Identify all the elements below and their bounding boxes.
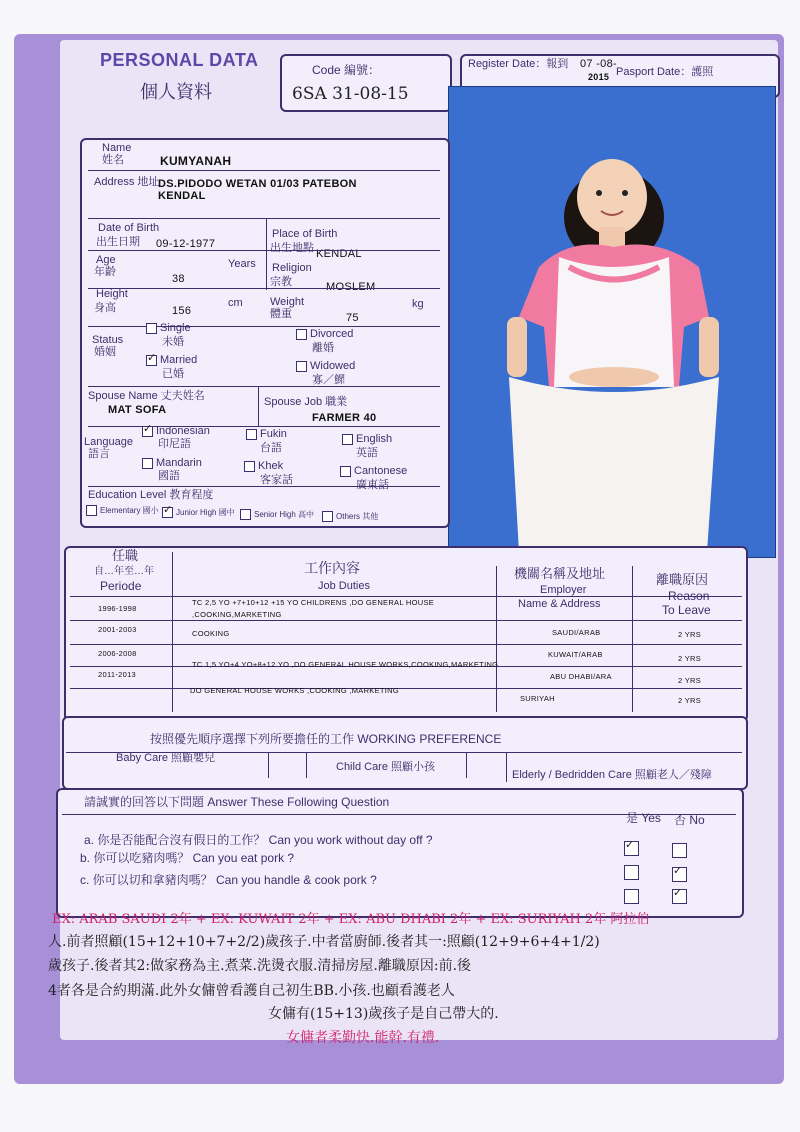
divider	[88, 386, 440, 387]
passport-label: Pasport Date：護照	[616, 66, 714, 78]
note-line-6: 女傭者柔勤快.能幹.有禮.	[286, 1030, 440, 1046]
status-single-cn: 未婚	[162, 336, 184, 348]
note-line-3: 歲孩子.後者其2:做家務為主.煮菜.洗燙衣服.清掃房屋.離職原因:前.後	[48, 958, 472, 974]
work-reason-4: 2 YRS	[678, 676, 702, 685]
indonesian-checkbox[interactable]	[142, 426, 153, 437]
lang-khek-cn: 客家話	[260, 474, 293, 486]
work-period-2: 2001-2003	[98, 625, 137, 634]
fukin-checkbox[interactable]	[246, 429, 257, 440]
work-employer-4: ABU DHABI/ARA	[550, 672, 612, 681]
senior-checkbox[interactable]	[240, 509, 251, 520]
question-a-no[interactable]	[672, 842, 690, 860]
edu-junior[interactable]: ✓ Junior High 國中	[162, 507, 235, 519]
work-employer-5: SURIYAH	[520, 694, 555, 703]
age-unit: Years	[228, 258, 256, 270]
answer-yes-label: 是 Yes	[626, 811, 661, 825]
divorced-checkbox[interactable]	[296, 329, 307, 340]
spouse-name-label: Spouse Name 丈夫姓名	[88, 390, 205, 402]
pob-label: Place of Birth	[272, 228, 338, 240]
question-c-yes[interactable]	[624, 888, 642, 906]
pref-child-care: Child Care 照顧小孩	[336, 761, 436, 773]
qa-no-checkbox[interactable]	[672, 843, 687, 858]
spouse-job-value: FARMER 40	[312, 412, 377, 424]
religion-label-cn: 宗教	[270, 276, 292, 288]
work-period-3: 2006-2008	[98, 649, 137, 658]
reason-label2: To Leave	[662, 603, 711, 617]
divider	[88, 326, 440, 327]
employer-label2: Name & Address	[518, 598, 601, 610]
height-value: 156	[172, 305, 192, 317]
edu-elementary[interactable]: Elementary 國小	[86, 505, 159, 517]
question-b-yes[interactable]	[624, 864, 642, 882]
qa-yes-checkbox[interactable]	[624, 841, 639, 856]
status-widowed-cn: 寡／鰥	[312, 374, 345, 386]
lang-english-cn: 英語	[356, 447, 378, 459]
status-label: Status	[92, 334, 124, 346]
age-label: Age	[96, 254, 116, 266]
register-value: 07 -08-	[580, 58, 617, 70]
single-checkbox[interactable]	[146, 323, 157, 334]
pref-elderly-care: Elderly / Bedridden Care 照顧老人／殘障	[512, 769, 712, 781]
lang-indonesian-cn: 印尼語	[158, 438, 191, 450]
work-duty-2: COOKING	[192, 629, 230, 638]
mandarin-checkbox[interactable]	[142, 458, 153, 469]
address-line1: DS.PIDODO WETAN 01/03 PATEBON	[158, 178, 357, 190]
lang-fukin[interactable]: Fukin	[246, 428, 287, 440]
questions-title: 請誠實的回答以下問題 Answer These Following Question	[84, 795, 390, 809]
lang-mandarin[interactable]: Mandarin	[142, 457, 202, 469]
work-employer-2: SAUDI/ARAB	[552, 628, 601, 637]
dob-label-cn: 出生日期	[96, 236, 140, 248]
divider	[70, 688, 742, 689]
register-year: 2015	[588, 72, 610, 82]
work-reason-3: 2 YRS	[678, 654, 702, 663]
status-married-cn: 已婚	[162, 368, 184, 380]
work-reason-2: 2 YRS	[678, 630, 702, 639]
form-title-cn: 個人資料	[140, 82, 212, 103]
question-a-yes[interactable]	[624, 840, 642, 858]
answer-no-label: 否 No	[674, 813, 705, 827]
others-checkbox[interactable]	[322, 511, 333, 522]
status-divorced-cn: 離婚	[312, 342, 334, 354]
lang-mandarin-cn: 國語	[158, 470, 180, 482]
spouse-job-label: Spouse Job 職業	[264, 396, 348, 408]
work-duty-4: DO GENERAL HOUSE WORKS ,COOKING ,MARKETING	[190, 686, 400, 695]
divider	[88, 170, 440, 171]
divider	[70, 644, 742, 645]
question-c-no[interactable]	[672, 888, 690, 906]
name-label-cn: 姓名	[102, 154, 124, 166]
lang-cantonese-cn: 廣東話	[356, 479, 389, 491]
lang-cantonese[interactable]: Cantonese	[340, 465, 407, 477]
period-label-cn: 任職	[112, 548, 139, 563]
language-label: Language	[84, 436, 133, 448]
religion-label: Religion	[272, 262, 312, 274]
qc-no-checkbox[interactable]	[672, 889, 687, 904]
divider	[70, 620, 742, 621]
weight-label-cn: 體重	[270, 308, 292, 320]
divider	[88, 426, 440, 427]
note-line-2: 人.前者照顧(15+12+10+7+2/2)歲孩子.中者當廚師.後者其一:照顧(12+9+6+4+1/2)	[48, 934, 600, 950]
preference-title: 按照優先順序選擇下列所要擔任的工作 WORKING PREFERENCE	[150, 732, 502, 746]
edu-others[interactable]: Others 其他	[322, 511, 378, 523]
qb-no-checkbox[interactable]	[672, 867, 687, 882]
divider	[88, 288, 440, 289]
employer-label: Employer	[540, 584, 587, 596]
pob-label-cn: 出生地點	[270, 242, 314, 254]
divider	[266, 218, 267, 290]
divider	[306, 752, 307, 778]
qc-yes-checkbox[interactable]	[624, 889, 639, 904]
education-label: Education Level 教育程度	[88, 489, 214, 501]
reason-label: Reason	[668, 589, 710, 603]
name-label: Name	[102, 142, 132, 154]
edu-senior[interactable]: Senior High 高中	[240, 509, 314, 521]
address-label: Address 地址	[94, 176, 160, 188]
lang-indonesian[interactable]: ✓Indonesian	[142, 425, 210, 437]
pob-value: KENDAL	[316, 248, 362, 260]
status-single[interactable]: Single	[146, 322, 191, 334]
reason-label-cn: 離職原因	[656, 572, 709, 587]
widowed-checkbox[interactable]	[296, 361, 307, 372]
note-line-5: 女傭有(15+13)歲孩子是自己帶大的.	[268, 1006, 499, 1022]
work-duty-3: TC 1,5 YO+4 YO+8+12 YO ,DO GENERAL HOUSE WORKS,COOKING,MARKETING	[192, 660, 499, 669]
question-b-no[interactable]	[672, 866, 690, 884]
divider	[258, 386, 259, 426]
divider	[88, 218, 440, 219]
question-b: b. 你可以吃豬肉嗎？ Can you eat pork ?	[80, 851, 295, 865]
age-label-cn: 年齡	[94, 266, 116, 278]
work-duty-1: TC 2,5 YO +7+10+12 +15 YO CHILDRENS ,DO GENERAL HOUSE	[192, 598, 435, 607]
work-period-4: 2011-2013	[98, 670, 137, 679]
lang-fukin-cn: 台語	[260, 442, 282, 454]
cantonese-checkbox[interactable]	[340, 466, 351, 477]
lang-english[interactable]: English	[342, 433, 392, 445]
divider	[506, 752, 507, 782]
height-label-cn: 身高	[94, 302, 116, 314]
divider	[88, 250, 440, 251]
khek-checkbox[interactable]	[244, 461, 255, 472]
note-line-1: EX: ARAB SAUDI 2年 + EX: KUWAIT 2年 + EX: ABU DHABI 2年 + EX: SURIYAH 2年 阿拉伯	[52, 912, 650, 927]
register-label: Register Date：報到	[468, 58, 569, 70]
divider	[632, 566, 633, 712]
work-duty-1b: ,COOKING,MARKETING	[192, 610, 282, 619]
age-value: 38	[172, 273, 185, 285]
period-label: Periode	[100, 579, 142, 593]
weight-label: Weight	[270, 296, 305, 308]
work-reason-5: 2 YRS	[678, 696, 702, 705]
work-history-box	[64, 546, 748, 722]
code-value: 6SA 31-08-15	[292, 84, 409, 104]
status-label-cn: 婚姻	[94, 346, 116, 358]
question-c: c. 你可以切和拿豬肉嗎？ Can you handle & cook pork ?	[80, 873, 377, 887]
applicant-photo	[448, 86, 776, 558]
english-checkbox[interactable]	[342, 434, 353, 445]
work-period-1: 1996-1998	[98, 604, 137, 613]
divider	[466, 752, 467, 778]
code-label: Code 編號：	[312, 63, 381, 77]
status-widowed[interactable]: Widowed	[296, 360, 355, 372]
junior-checkbox[interactable]	[162, 507, 173, 518]
status-divorced[interactable]: Divorced	[296, 328, 353, 340]
status-married[interactable]: ✓Married	[146, 354, 197, 366]
weight-value: 75	[346, 312, 359, 324]
dob-label: Date of Birth	[98, 222, 160, 234]
language-label-cn: 語言	[88, 448, 110, 460]
question-a: a. 你是否能配合沒有假日的工作？ Can you work without day off ?	[84, 833, 433, 847]
qb-yes-checkbox[interactable]	[624, 865, 639, 880]
employer-label-cn: 機關名稱及地址	[514, 566, 606, 581]
divider	[70, 596, 742, 597]
form-title: PERSONAL DATA	[100, 50, 259, 70]
divider	[268, 752, 269, 778]
duties-label: Job Duties	[318, 580, 370, 592]
period-label-cn2: 自…年至…年	[94, 566, 154, 577]
work-employer-3: KUWAIT/ARAB	[548, 650, 603, 659]
dob-value: 09-12-1977	[156, 238, 216, 250]
height-label: Height	[96, 288, 128, 300]
lang-khek[interactable]: Khek	[244, 460, 283, 472]
spouse-name-value: MAT SOFA	[108, 404, 167, 416]
name-value: KUMYANAH	[160, 154, 232, 168]
divider	[496, 566, 497, 712]
weight-unit: kg	[412, 298, 424, 310]
note-line-4: 4者各是合約期滿.此外女傭曾看護自己初生BB.小孩.也顧看護老人	[48, 983, 455, 999]
divider	[88, 486, 440, 487]
height-unit: cm	[228, 297, 243, 309]
portrait-illustration	[449, 87, 775, 557]
elementary-checkbox[interactable]	[86, 505, 97, 516]
pref-baby-care: Baby Care 照顧嬰兒	[116, 752, 216, 764]
married-checkbox[interactable]	[146, 355, 157, 366]
duties-label-cn: 工作內容	[304, 560, 360, 576]
address-line2: KENDAL	[158, 190, 206, 202]
religion-value: MOSLEM	[326, 281, 376, 293]
